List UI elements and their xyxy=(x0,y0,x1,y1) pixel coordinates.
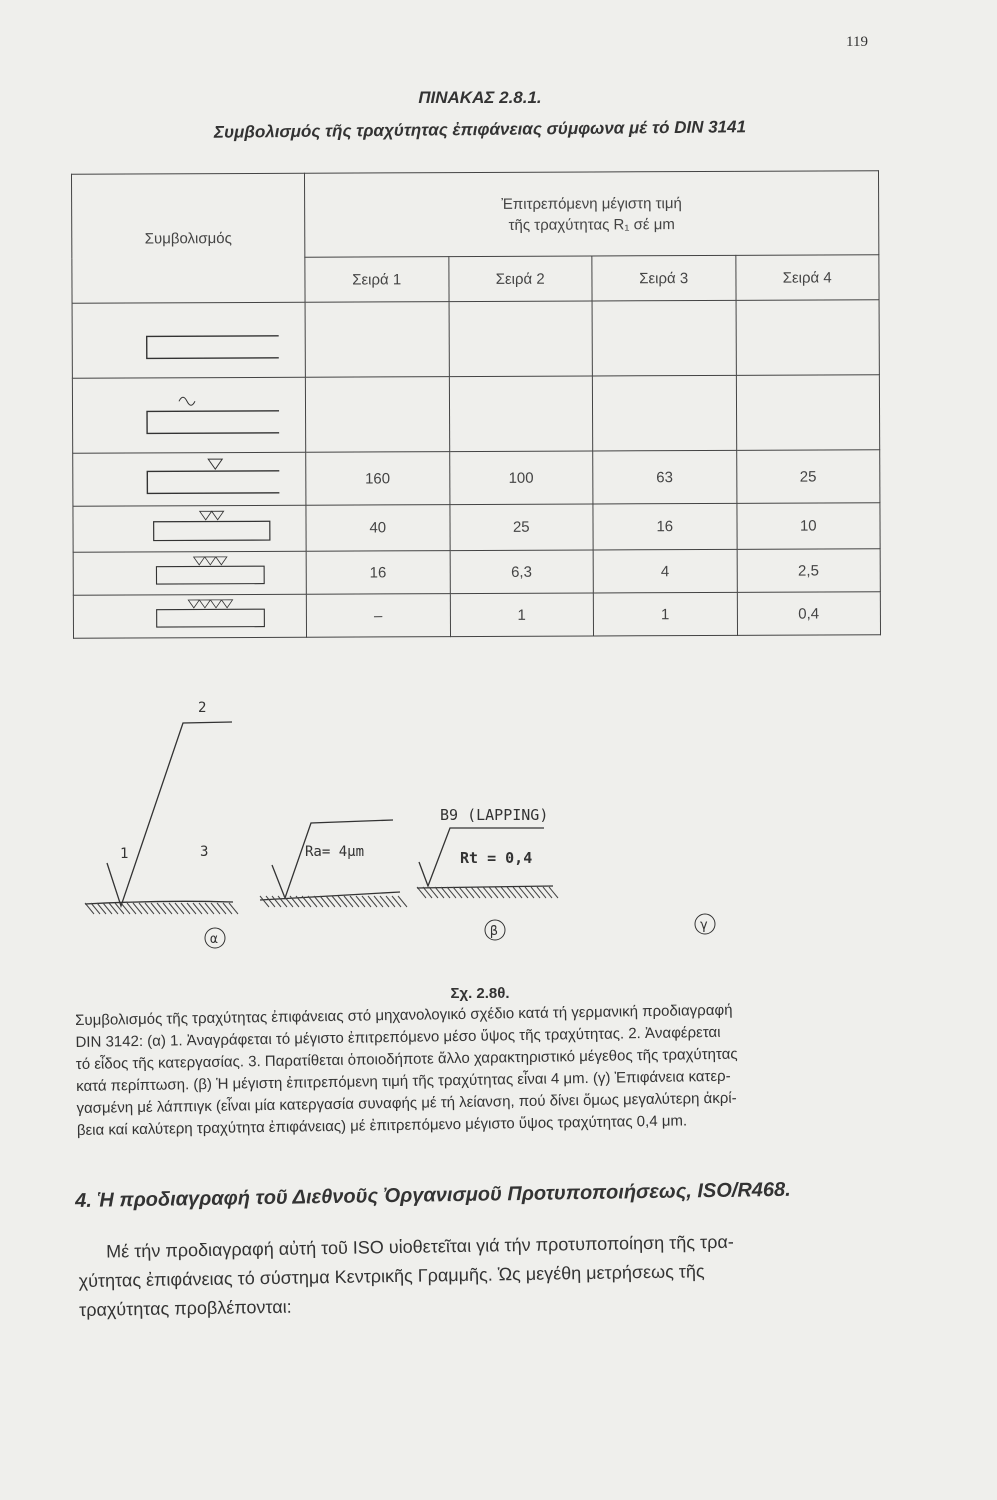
table-row xyxy=(72,375,879,454)
section-body xyxy=(78,1228,735,1325)
table-row xyxy=(73,450,880,507)
header-group-line1: Ἐπιτρεπόμενη μέγιστη τιμή xyxy=(501,194,682,213)
caption-line: DIN 3142: (α) 1. Ἀναγράφεται τό μέγιστο ἐπιτρεπόμενο μέσο ὕψος τῆς τραχύτητας. 2. Ἀναφέρεται xyxy=(75,1023,721,1051)
page-number: 119 xyxy=(846,34,868,50)
label-1: 1 xyxy=(120,846,129,862)
table-title: ΠΙΝΑΚΑΣ 2.8.1. xyxy=(418,88,542,107)
table-row xyxy=(73,503,880,553)
table-subtitle: Συμβολισμός τῆς τραχύτητας ἐπιφάνειας σύμφωνα μέ τό DIN 3141 xyxy=(213,117,747,142)
header-group xyxy=(304,171,878,258)
value-cell xyxy=(449,376,593,452)
two-triangles-icon xyxy=(99,506,279,548)
header-series-2: Σειρά 2 xyxy=(448,256,592,302)
value-cell: 16 xyxy=(306,551,450,595)
table-row xyxy=(72,300,879,379)
rough-surface-icon xyxy=(99,314,279,363)
figure-caption xyxy=(75,997,897,1142)
tilde-surface-icon xyxy=(99,389,279,438)
value-cell: 4 xyxy=(593,549,737,593)
header-group-line2: τῆς τραχύτητας R₁ σέ μm xyxy=(508,215,675,234)
section-heading: 4. Ἡ προδιαγραφή τοῦ Διεθνοῦς Ὀργανισμοῦ Προτυποποιήσεως, ISO/R468. xyxy=(75,1178,791,1212)
value-cell: 0,4 xyxy=(737,592,881,636)
header-series-1: Σειρά 1 xyxy=(305,257,449,303)
label-ra: Ra= 4μm xyxy=(305,844,365,860)
value-cell xyxy=(305,377,449,453)
value-cell: 63 xyxy=(593,450,737,504)
caption-line: γασμένη μέ λάππιγκ (εἶναι μία κατεργασία συναφής μέ τή λείανση, πού δίνει ὅμως μεγαλύτερη ἀκρί- xyxy=(76,1089,737,1117)
one-triangle-icon xyxy=(99,453,279,502)
value-cell: 40 xyxy=(306,505,450,552)
body-line: χύτητας ἐπιφάνειας τό σύστημα Κεντρικῆς Γραμμῆς. Ὡς μεγέθη μετρήσεως τῆς xyxy=(78,1261,705,1291)
three-triangles-icon xyxy=(100,552,280,591)
value-cell: 16 xyxy=(593,503,737,550)
value-cell xyxy=(592,300,736,376)
symbol-cell xyxy=(72,377,305,453)
caption-line: Συμβολισμός τῆς τραχύτητας ἐπιφάνειας στό μηχανολογικό σχέδιο κατά τή γερμανική προδιαγραφή xyxy=(75,1001,733,1029)
body-line: τραχύτητας προβλέπονται: xyxy=(78,1296,292,1320)
caption-line: βεια καί καλύτερη τραχύτητα ἐπιφάνειας) μέ ἐπιτρεπόμενο μέγιστο ὕψος τραχύτητας 0,4 μm. xyxy=(76,1112,688,1139)
label-2: 2 xyxy=(198,700,207,716)
label-lapping: B9 (LAPPING) xyxy=(440,806,549,824)
surface-c xyxy=(417,886,553,888)
label-rt: Rt = 0,4 xyxy=(460,849,533,867)
figure-title: Σχ. 2.8θ. xyxy=(450,985,510,1002)
marker-b: β xyxy=(490,924,498,939)
value-cell xyxy=(305,302,449,378)
symbol-cell xyxy=(73,551,306,595)
value-cell: 25 xyxy=(449,504,593,551)
caption-line: κατά περίπτωση. (β) Ἡ μέγιστη ἐπιτρεπόμενη τιμή τῆς τραχύτητας εἶναι 4 μm. (γ) Ἐπιφάνεια κατερ- xyxy=(76,1067,731,1095)
surface-a xyxy=(85,901,233,904)
value-cell xyxy=(449,301,593,377)
value-cell: 160 xyxy=(306,452,450,506)
value-cell xyxy=(736,300,880,376)
four-triangles-icon xyxy=(100,595,280,634)
table-row xyxy=(73,592,880,639)
header-series-4: Σειρά 4 xyxy=(735,255,879,301)
value-cell: 6,3 xyxy=(450,550,594,594)
body-line: Μέ τήν προδιαγραφή αὐτή τοῦ ISO υἱοθετεῖται γιά τήν προτυποποίηση τῆς τρα- xyxy=(106,1231,734,1262)
symbol-cell xyxy=(73,505,306,552)
value-cell: 2,5 xyxy=(737,549,881,593)
figure-2-8th xyxy=(60,690,900,960)
symbol-a xyxy=(107,722,232,906)
symbol-cell xyxy=(73,594,306,638)
value-cell xyxy=(736,375,880,451)
value-cell: 1 xyxy=(450,593,594,637)
symbol-cell xyxy=(72,302,305,378)
roughness-table xyxy=(71,170,881,639)
value-cell xyxy=(592,375,736,451)
label-3: 3 xyxy=(200,844,209,860)
value-cell: 25 xyxy=(736,450,880,504)
header-symbol: Συμβολισμός xyxy=(71,173,305,303)
marker-a: α xyxy=(210,932,218,947)
table-row xyxy=(73,549,880,596)
surface-b xyxy=(260,892,400,900)
value-cell: 100 xyxy=(449,451,593,505)
value-cell: 10 xyxy=(736,503,880,550)
symbol-cell xyxy=(73,452,306,506)
marker-c: γ xyxy=(700,918,708,933)
caption-line: τό εἶδος τῆς κατεργασίας. 3. Παρατίθεται ὁποιοδήποτε ἄλλο χαρακτηριστικό μέγεθος τῆς τραχύτητας xyxy=(75,1045,738,1073)
value-cell: – xyxy=(306,594,450,638)
value-cell: 1 xyxy=(593,592,737,636)
header-series-3: Σειρά 3 xyxy=(592,255,736,301)
